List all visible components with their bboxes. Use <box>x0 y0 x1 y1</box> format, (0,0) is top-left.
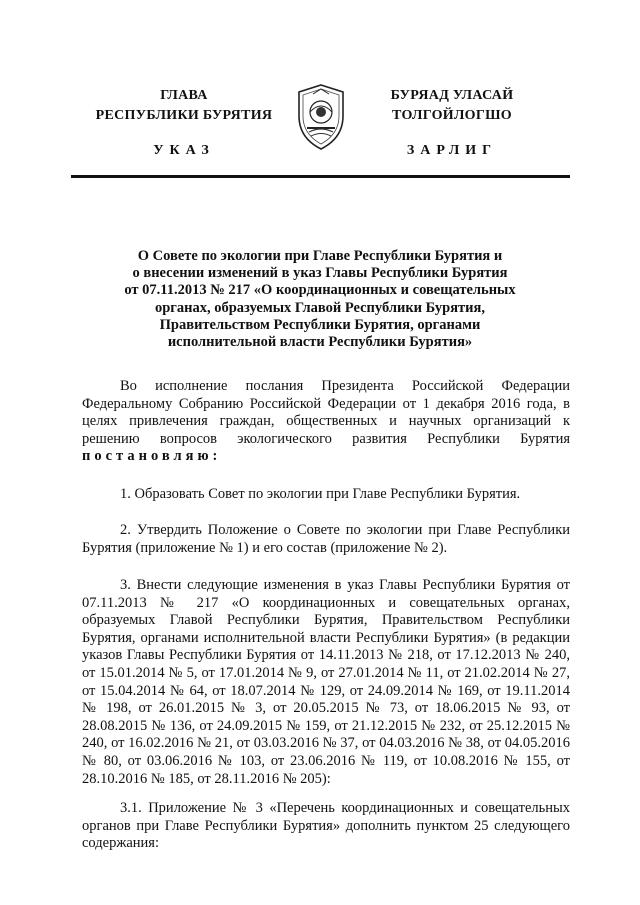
doc-type-bua: ЗАРЛИГ <box>406 143 498 158</box>
issuer-bua-line2: ТОЛГОЙЛОГШО <box>392 108 512 123</box>
header-divider <box>71 175 570 178</box>
document-title-line: Правительством Республики Бурятия, органами <box>159 316 481 333</box>
document-title-line: О Совете по экологии при Главе Республики Бурятия и <box>137 248 503 264</box>
clause-3-1: 3.1. Приложение № 3 «Перечень координационных и совещательных органов при Главе Республики Бурятия» дополнить пунктом 25 следующего содержания: <box>82 800 570 852</box>
issuer-ru-line1: ГЛАВА <box>160 88 208 103</box>
coat-of-arms-icon <box>293 82 349 152</box>
clause-2: 2. Утвердить Положение о Совете по экологии при Главе Республики Бурятия (приложение № 1) и его состав (приложение № 2). <box>82 522 570 556</box>
document-title-line: о внесении изменений в указ Главы Республики Бурятия <box>132 265 508 282</box>
issuer-ru <box>84 86 284 126</box>
decree-word: постановляю: <box>82 448 222 465</box>
issuer-bua <box>352 86 552 126</box>
clause-3: 3. Внести следующие изменения в указ Главы Республики Бурятия от 07.11.2013 № 217 «О координационных и совещательных органах, образуемых Главой Республики Бурятия, Правительством Республики Бурятия, органами исполнительной власти Республики Бурятия» (в редакции указов Главы Республики Бурятия от 14.11.2013 № 218, от 17.12.2013 № 240, от 15.01.2014 № 5, от 17.01.2014 № 9, от 27.01.2014 № 11, от 21.02.2014 № 27, от 15.04.2014 № 64, от 18.07.2014 № 129, от 24.09.2014 № 169, от 19.11.2014 № 198, от 26.01.2015 № 3, от 20.05.2015 № 73, от 18.06.2015 № 93, от 28.08.2015 № 136, от 24.09.2015 № 159, от 21.12.2015 № 232, от 25.12.2015 № 240, от 16.02.2016 № 21, от 03.03.2016 № 37, от 04.03.2016 № 38, от 04.05.2016 № 80, от 03.06.2016 № 103, от 23.06.2016 № 119, от 10.08.2016 № 155, от 28.10.2016 № 185, от 28.11.2016 № 205): <box>82 577 570 787</box>
clause-1: 1. Образовать Совет по экологии при Главе Республики Бурятия. <box>120 486 521 502</box>
document-title-line: исполнительной власти Республики Бурятия» <box>167 334 473 351</box>
document-title <box>100 248 540 351</box>
preamble-text: Во исполнение послания Президента Российской Федерации Федеральному Собранию Российской Федерации от 1 декабря 2016 года, в целях привлечения граждан, общественных и научных организаций к решению вопросов экологического развития Республики Бурятия <box>82 378 570 447</box>
doc-type-ru: УКАЗ <box>153 143 215 158</box>
issuer-ru-line2: РЕСПУБЛИКИ БУРЯТИЯ <box>95 108 273 123</box>
document-title-line: от 07.11.2013 № 217 «О координационных и совещательных <box>124 282 516 299</box>
issuer-bua-line1: БУРЯАД УЛАСАЙ <box>390 88 514 103</box>
document-title-line: органах, образуемых Главой Республики Бурятия, <box>154 299 485 316</box>
preamble-paragraph <box>82 378 570 466</box>
